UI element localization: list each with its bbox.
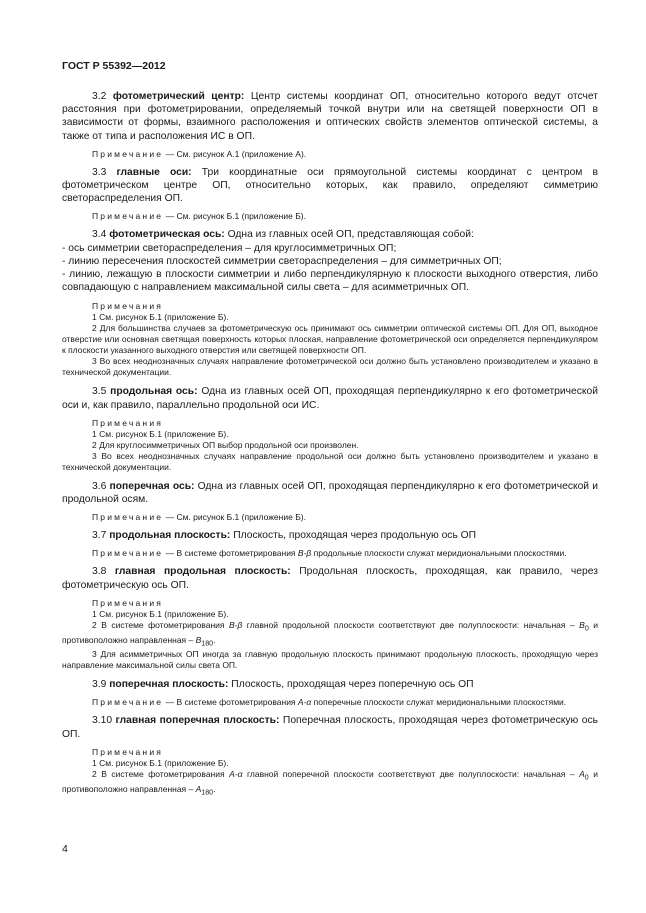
- note-line: 2 В системе фотометрирования В-β главной продольной плоскости соответствуют две полуплоскости: начальная – $B_0$ и противоположно направленная – $B_{180}$.: [62, 619, 598, 648]
- term-3-5: 3.5 продольная ось: Одна из главных осей ОП, проходящая перпендикулярно к его фотометрической оси и, как правило, параллельно продольной оси ИС.: [62, 386, 598, 411]
- term-3-9: 3.9 поперечная плоскость: Плоскость, проходящая через поперечную ось ОП: [92, 679, 474, 691]
- note-3-7: Примечание — В системе фотометрирования В-β продольные плоскости служат меридиональными плоскостями.: [92, 548, 567, 559]
- note-3-6: Примечание — См. рисунок Б.1 (приложение Б).: [92, 512, 306, 523]
- document-page: [62, 60, 598, 805]
- note-line: 1 См. рисунок Б.1 (приложение Б).: [92, 757, 229, 768]
- term-3-6: 3.6 поперечная ось: Одна из главных осей ОП, проходящая перпендикулярно к его фотометрической и продольной осям.: [62, 480, 598, 506]
- term-3-7: 3.7 продольная плоскость: Плоскость, проходящая через продольную ось ОП: [92, 530, 477, 542]
- note-3-9: Примечание — В системе фотометрирования А-α поперечные плоскости служат меридиональными плоскостями.: [92, 697, 567, 708]
- list-item: - ось симметрии светораспределения – для круглосимметричных ОП;: [62, 242, 397, 254]
- term-3-7-name: продольная плоскость:: [109, 530, 231, 542]
- notes-3-5: Примечания 1 См. рисунок Б.1 (приложение Б). 2 Для круглосимметричных ОП выбор продольной оси произволен. 3 Во всех неоднозначных случаях направление продольной оси должно быть установлено производителем и указано в технической документации.: [62, 417, 598, 472]
- term-3-4-name: фотометрическая ось:: [109, 229, 225, 241]
- term-3-10-name: главная поперечная плоскость:: [115, 715, 280, 727]
- note-line: 1 См. рисунок Б.1 (приложение Б).: [92, 428, 229, 439]
- term-3-3-name: главные оси:: [116, 166, 192, 178]
- term-3-8: 3.8 главная продольная плоскость: Продольная плоскость, проходящая, как правило, через фотометрическую ось ОП.: [62, 566, 598, 591]
- term-3-8-name: главная продольная плоскость:: [114, 566, 291, 578]
- list-item: - линию, лежащую в плоскости симметрии и либо перпендикулярную к плоскости выходного отверстия, либо совпадающую с направлением максимальной силы света – для асимметричных ОП.: [62, 269, 598, 294]
- note-line: 1 См. рисунок Б.1 (приложение Б).: [92, 312, 229, 323]
- note-line: 2 Для большинства случаев за фотометрическую ось принимают ось симметрии оптической системы ОП. Для ОП, выходное отверстие или основная светящая поверхность которых плоская, направление фотометрической оси определяется перпендикуляром к плоскости указанного выходного отверстия или светящей поверхности ОП.: [62, 323, 598, 356]
- notes-3-10: Примечания 1 См. рисунок Б.1 (приложение Б). 2 В системе фотометрирования А-α главной поперечной плоскости соответствуют две полуплоскости: начальная – $A_0$ и противоположно направленная – $A_{180}$.: [62, 746, 598, 797]
- document-header: ГОСТ Р 55392—2012: [62, 60, 166, 72]
- term-3-10: 3.10 главная поперечная плоскость: Поперечная плоскость, проходящая через фотометрическую ось ОП.: [62, 715, 598, 740]
- page-number: 4: [62, 843, 68, 855]
- term-3-4: 3.4 фотометрическая ось: Одна из главных осей ОП, представляющая собой:: [92, 229, 474, 241]
- term-3-6-name: поперечная ось:: [109, 480, 195, 492]
- term-3-4-list: [62, 242, 598, 295]
- term-3-3: 3.3 главные оси: Три координатные оси прямоугольной системы координат с центром в фотометрическом центре ОП, относительно которых, как правило, определяют симметрию светораспределения ОП.: [62, 166, 598, 205]
- note-3-2: Примечание — См. рисунок А.1 (приложение А).: [92, 148, 307, 159]
- note-line: 3 Во всех неоднозначных случаях направление продольной оси должно быть установлено производителем и указано в технической документации.: [62, 450, 598, 472]
- note-line: 3 Во всех неоднозначных случаях направление фотометрической оси должно быть установлено производителем и указано в технической документации.: [62, 356, 598, 378]
- term-3-2-name: фотометрический центр:: [112, 91, 245, 102]
- note-3-3: Примечание — См. рисунок Б.1 (приложение Б).: [92, 211, 306, 222]
- note-line: 1 См. рисунок Б.1 (приложение Б).: [92, 608, 229, 619]
- note-line: 2 Для круглосимметричных ОП выбор продольной оси произволен.: [92, 439, 359, 450]
- note-line: 3 Для асимметричных ОП иногда за главную продольную плоскость принимают продольную плоскость, проходящую через направление максимальной силы света ОП.: [62, 649, 598, 671]
- notes-3-4: Примечания 1 См. рисунок Б.1 (приложение Б). 2 Для большинства случаев за фотометрическую ось принимают ось симметрии оптической системы ОП. Для ОП, выходное отверстие или основная светящая поверхность которых плоская, направление фотометрической оси определяется перпендикуляром к плоскости указанного выходного отверстия или светящей поверхности ОП. 3 Во всех неоднозначных случаях направление фотометрической оси должно быть установлено производителем и указано в технической документации.: [62, 301, 598, 378]
- term-3-5-name: продольная ось:: [110, 386, 198, 398]
- list-item: - линию пересечения плоскостей симметрии светораспределения – для симметричных ОП;: [62, 255, 502, 267]
- notes-3-8: Примечания 1 См. рисунок Б.1 (приложение Б). 2 В системе фотометрирования В-β главной продольной плоскости соответствуют две полуплоскости: начальная – $B_0$ и противоположно направленная – $B_{180}$. 3 Для асимметричных ОП иногда за главную продольную плоскость принимают продольную плоскость, проходящую через направление максимальной силы света ОП.: [62, 597, 598, 671]
- term-3-9-name: поперечная плоскость:: [109, 679, 229, 691]
- term-3-2: 3.2 фотометрический центр: Центр системы координат ОП, относительно которого ведут отсчет расстояния при фотометрировании, определяемый точкой внутри или на светящей поверхности ОП в зависимости от формы, взаимного расположения и оптических свойств элементов оптической системы, а также от типа и расположения ИС в ОП.: [62, 91, 598, 142]
- note-line: 2 В системе фотометрирования А-α главной поперечной плоскости соответствуют две полуплоскости: начальная – $A_0$ и противоположно направленная – $A_{180}$.: [62, 768, 598, 797]
